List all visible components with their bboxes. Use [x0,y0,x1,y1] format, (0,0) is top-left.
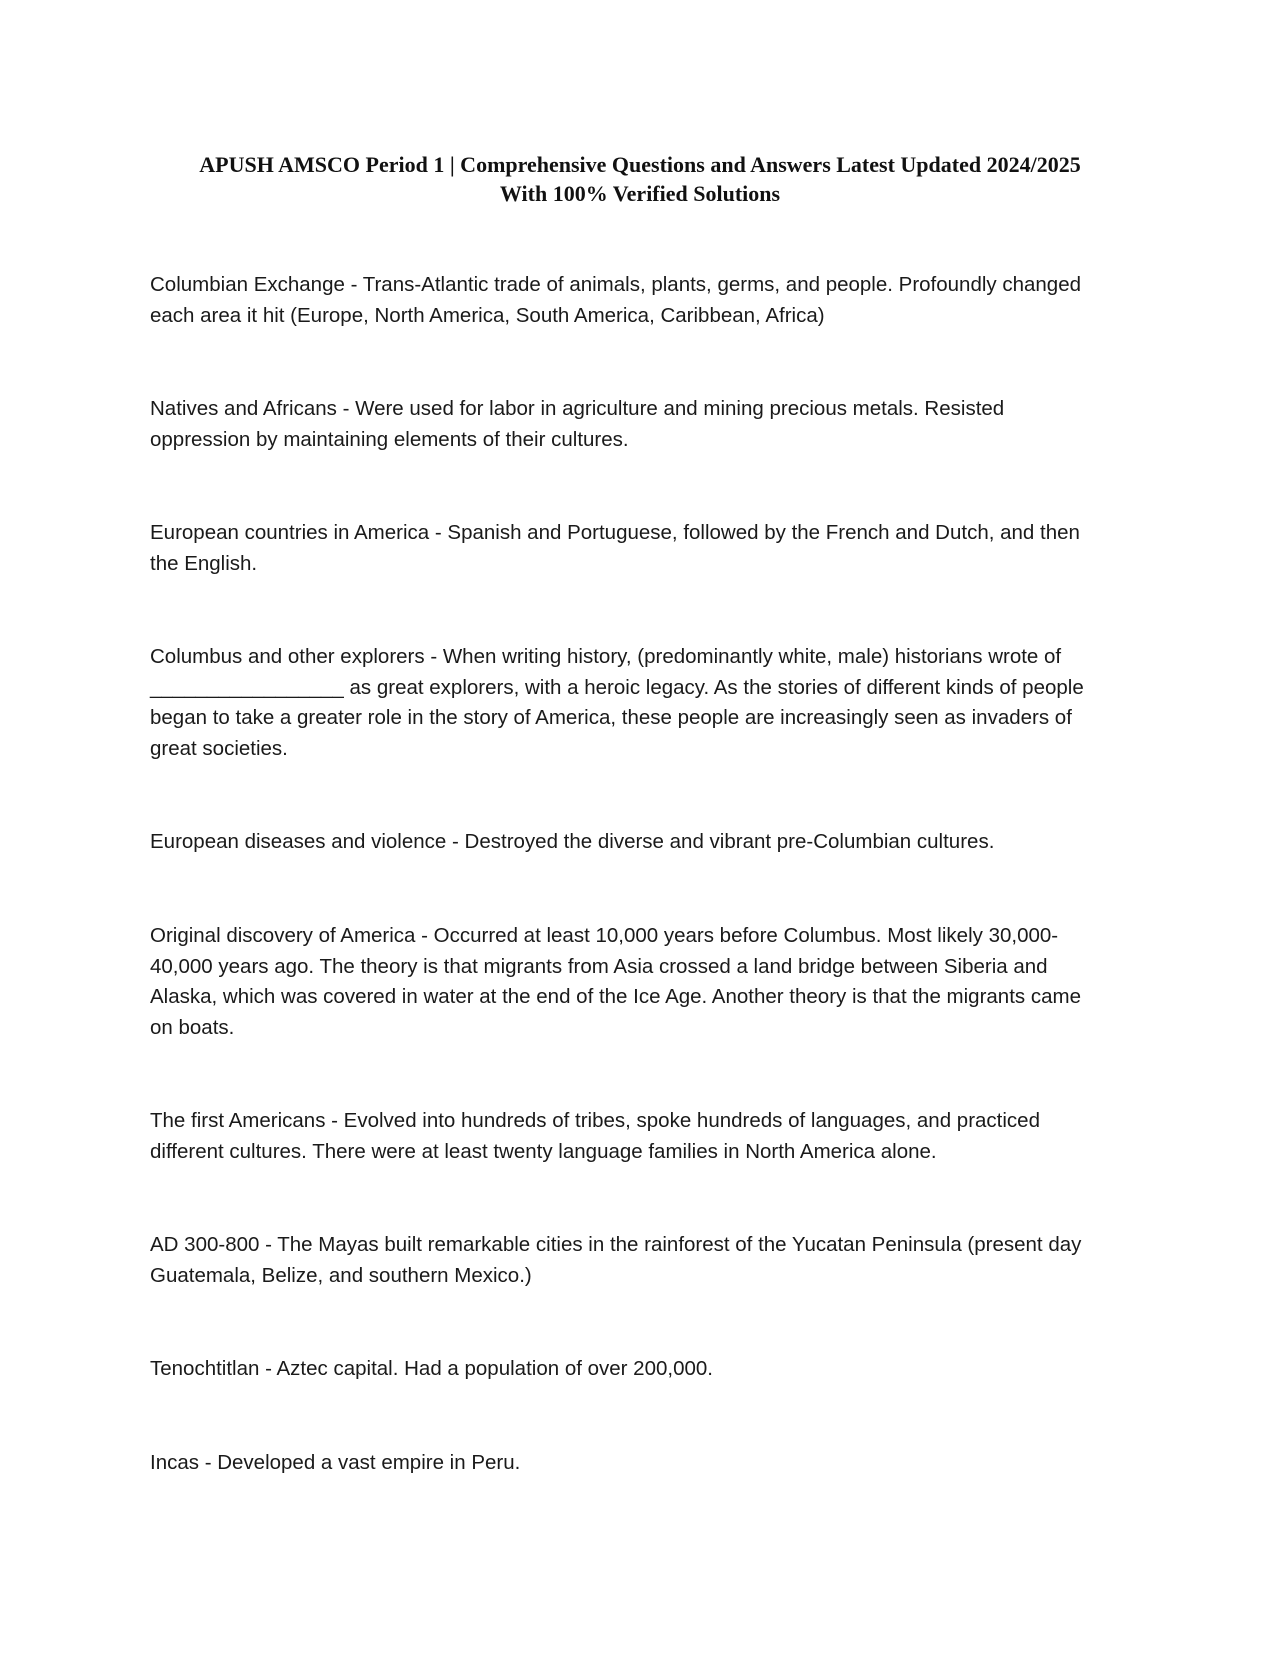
entry-line: Alaska, which was covered in water at the end of the Ice Age. Another theory is that the migrants came [150,985,1081,1008]
entry-incas [150,1448,1130,1479]
entry-first-americans [150,1106,1130,1167]
entry-line: Columbus and other explorers - When writing history, (predominantly white, male) historians wrote of [150,645,1062,668]
entry-line: on boats. [150,1015,235,1039]
entry-line: different cultures. There were at least twenty language families in North America alone. [150,1139,937,1163]
entry-natives-and-africans [150,394,1130,455]
entry-tenochtitlan [150,1354,1130,1385]
entry-line: the English. [150,551,258,575]
entry-line: Tenochtitlan - Aztec capital. Had a population of over 200,000. [150,1357,713,1380]
entry-line: Guatemala, Belize, and southern Mexico.) [150,1263,532,1287]
entry-line: Columbian Exchange - Trans-Atlantic trade of animals, plants, germs, and people. Profoundly changed [150,273,1081,296]
entry-line: European diseases and violence - Destroyed the diverse and vibrant pre-Columbian cultures. [150,830,995,853]
entry-line: oppression by maintaining elements of their cultures. [150,427,629,451]
entry-line: Natives and Africans - Were used for labor in agriculture and mining precious metals. Resisted [150,397,1005,420]
entry-ad-300-800 [150,1230,1130,1291]
entry-line: _________________ as great explorers, with a heroic legacy. As the stories of different kinds of people [150,675,1084,699]
entry-line: The first Americans - Evolved into hundreds of tribes, spoke hundreds of languages, and practiced [150,1109,1040,1132]
entry-line: each area it hit (Europe, North America, South America, Caribbean, Africa) [150,303,825,327]
entry-european-diseases [150,827,1130,858]
title-line-2: With 100% Verified Solutions [499,181,781,206]
title-line-1: APUSH AMSCO Period 1 | Comprehensive Questions and Answers Latest Updated 2024/2025 [199,152,1081,177]
entry-line: began to take a greater role in the story of America, these people are increasingly seen as invaders of [150,706,1072,729]
entry-columbian-exchange [150,270,1130,331]
entry-line: AD 300-800 - The Mayas built remarkable cities in the rainforest of the Yucatan Peninsula (present day [150,1233,1082,1256]
entry-european-countries [150,518,1130,579]
entry-line: great societies. [150,736,288,760]
page-title [150,150,1130,208]
entry-line: Original discovery of America - Occurred at least 10,000 years before Columbus. Most likely 30,000- [150,924,1059,947]
entry-line: European countries in America - Spanish and Portuguese, followed by the French and Dutch, and then [150,521,1080,544]
entry-columbus-explorers [150,642,1130,764]
entry-original-discovery [150,921,1130,1043]
entry-line: Incas - Developed a vast empire in Peru. [150,1451,521,1474]
entry-line: 40,000 years ago. The theory is that migrants from Asia crossed a land bridge between Siberia and [150,954,1048,978]
